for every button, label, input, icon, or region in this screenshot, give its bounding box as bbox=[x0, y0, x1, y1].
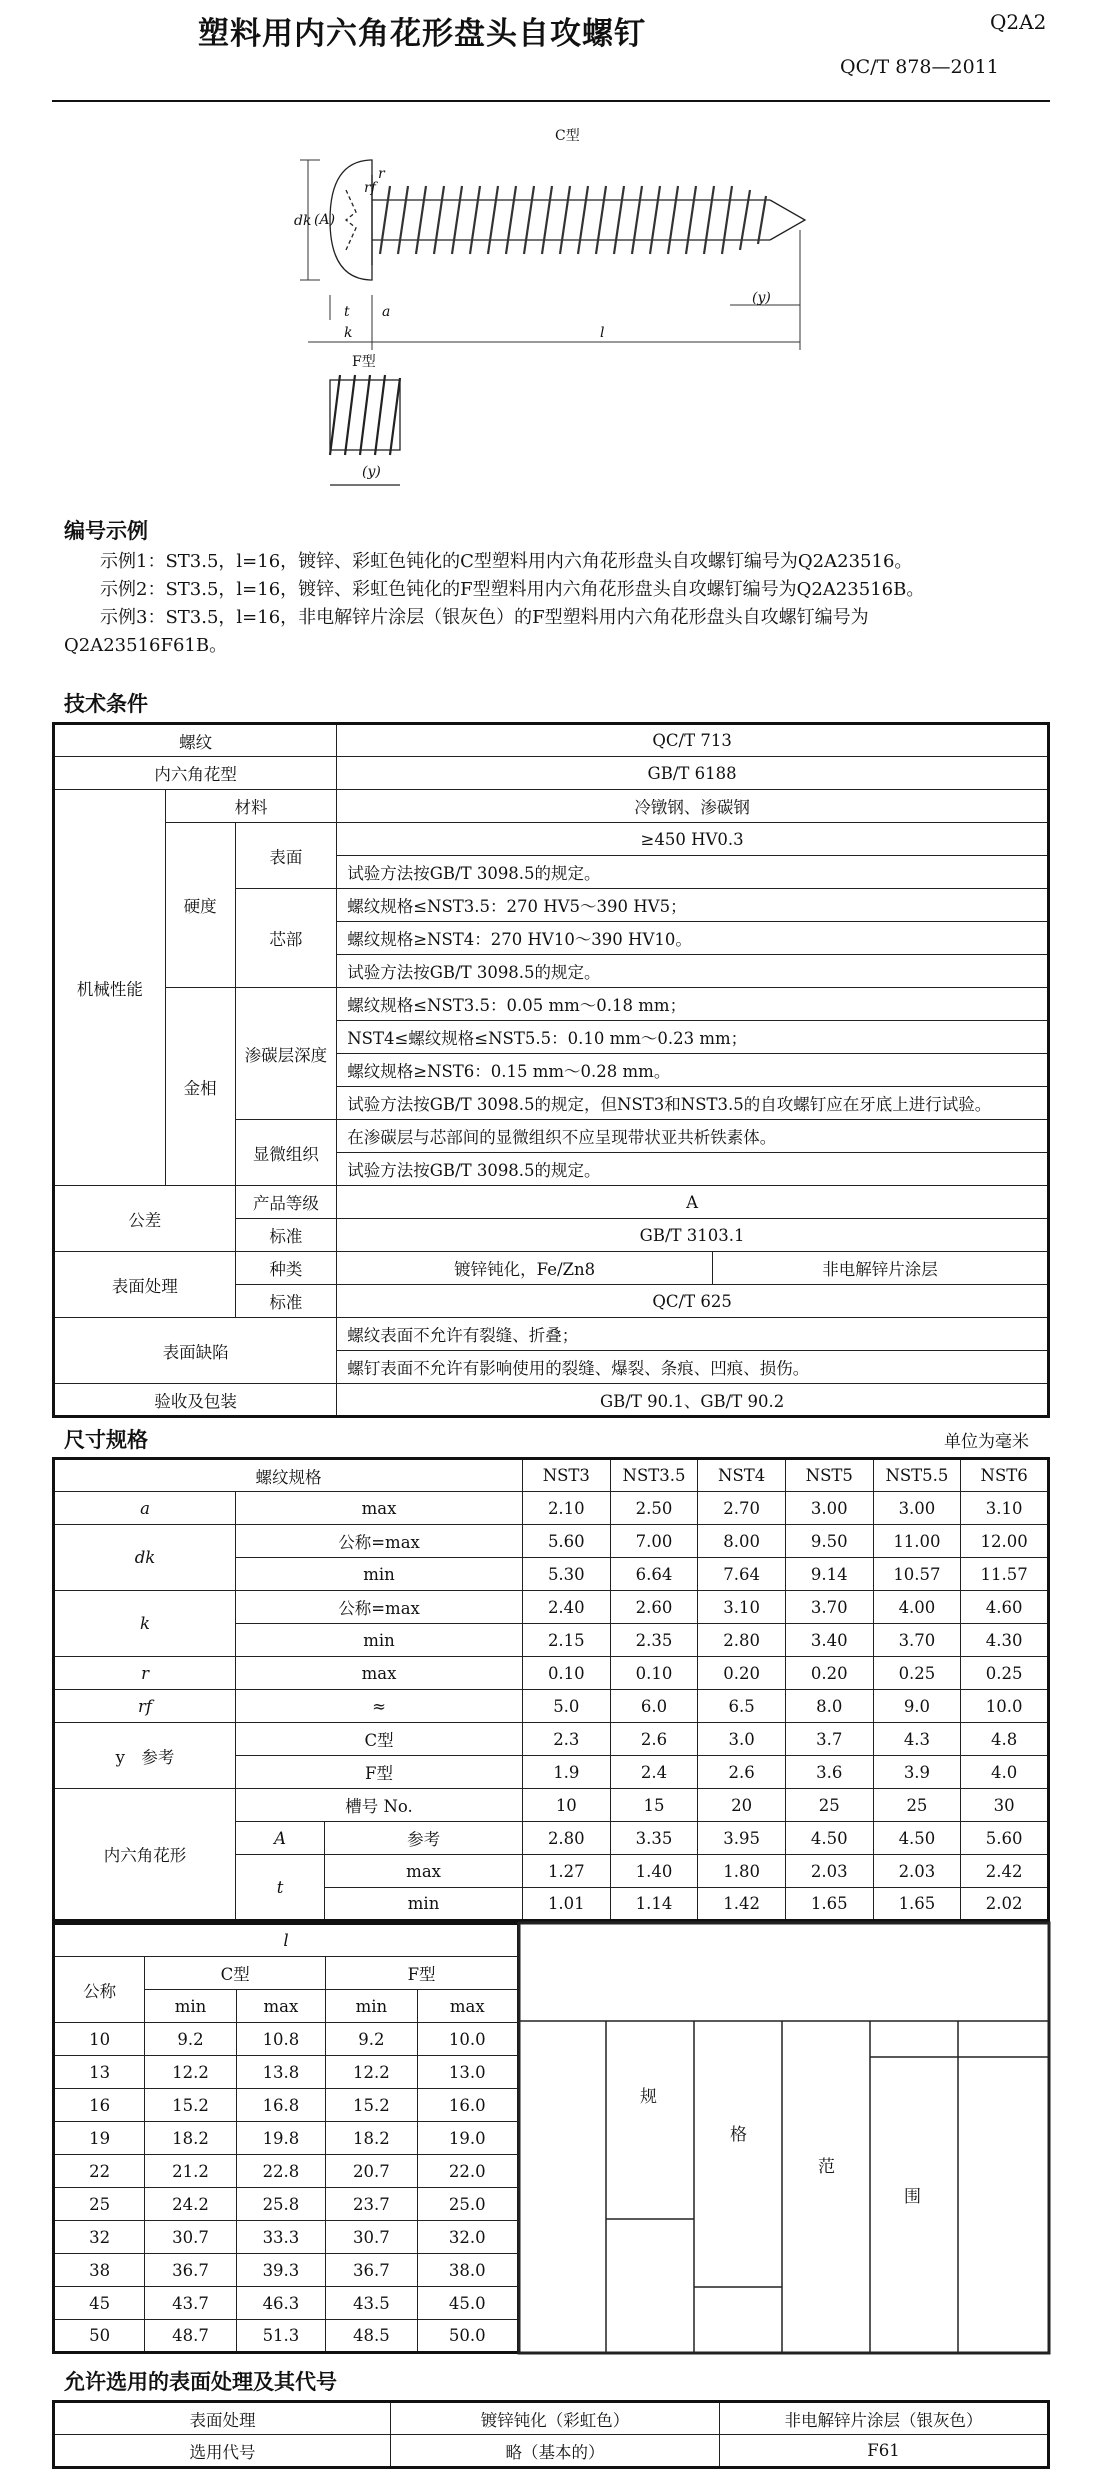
cell: 5.0 bbox=[523, 1690, 611, 1723]
tech-table bbox=[52, 722, 1050, 1418]
dim-y-f: (y) bbox=[362, 464, 381, 480]
dims-heading: 尺寸规格 bbox=[64, 1428, 148, 1452]
cell: 2.40 bbox=[523, 1591, 611, 1624]
unit-note: 单位为毫米 bbox=[944, 1432, 1029, 1452]
core-value-2: 螺纹规格≥NST4：270 HV10～390 HV10。 bbox=[337, 922, 1049, 955]
lbl-r: max bbox=[236, 1657, 523, 1690]
l-cell: 25.8 bbox=[236, 2188, 325, 2221]
col-header: NST3 bbox=[523, 1459, 611, 1492]
lbl-k-2: min bbox=[236, 1624, 523, 1657]
cell: 5.60 bbox=[961, 1822, 1049, 1855]
defect-value-2: 螺钉表面不允许有影响使用的裂缝、爆裂、条痕、凹痕、损伤。 bbox=[337, 1351, 1049, 1384]
l-min: min bbox=[145, 1990, 236, 2023]
lbl-dk-1: 公称=max bbox=[236, 1525, 523, 1558]
cell: 9.14 bbox=[785, 1558, 873, 1591]
col-header: NST4 bbox=[698, 1459, 786, 1492]
cell: 1.65 bbox=[785, 1888, 873, 1921]
cell: 3.95 bbox=[698, 1822, 786, 1855]
example-3-cont: Q2A23516F61B。 bbox=[64, 635, 228, 656]
fo-h2: 镀锌钝化（彩虹色） bbox=[390, 2402, 719, 2435]
sym-k: k bbox=[54, 1591, 236, 1657]
l-cell: 39.3 bbox=[236, 2254, 325, 2287]
cell: 2.42 bbox=[961, 1855, 1049, 1888]
l-cell: 10.8 bbox=[236, 2023, 325, 2056]
dim-l: l bbox=[600, 325, 605, 341]
l-cell: 25.0 bbox=[417, 2188, 518, 2221]
l-cell: 9.2 bbox=[326, 2023, 417, 2056]
example-3: 示例3：ST3.5，l=16，非电解锌片涂层（银灰色）的F型塑料用内六角花形盘头自攻螺钉编号为 bbox=[100, 607, 869, 628]
l-nominal: 22 bbox=[54, 2155, 145, 2188]
fo-r3: F61 bbox=[719, 2435, 1048, 2468]
cell: 2.4 bbox=[610, 1756, 698, 1789]
range-char-3: 范 bbox=[818, 2157, 835, 2177]
l-nom: 公称 bbox=[54, 1957, 145, 2023]
core-value-1: 螺纹规格≤NST3.5：270 HV5～390 HV5； bbox=[337, 889, 1049, 922]
l-cell: 22.8 bbox=[236, 2155, 325, 2188]
lbl-dk-2: min bbox=[236, 1558, 523, 1591]
sym-rf: rf bbox=[54, 1690, 236, 1723]
grade-value: A bbox=[337, 1186, 1049, 1219]
range-char-4: 围 bbox=[904, 2187, 921, 2207]
case-value-3: 螺纹规格≥NST6：0.15 mm～0.28 mm。 bbox=[337, 1054, 1049, 1087]
l-cell: 13.0 bbox=[417, 2056, 518, 2089]
cell: 9.50 bbox=[785, 1525, 873, 1558]
l-row bbox=[54, 2122, 519, 2155]
l-cell: 16.8 bbox=[236, 2089, 325, 2122]
sym-a: a bbox=[54, 1492, 236, 1525]
l-row bbox=[54, 2254, 519, 2287]
finish-opt-table bbox=[52, 2400, 1050, 2469]
sym-dk: dk bbox=[54, 1525, 236, 1591]
cell: 3.40 bbox=[785, 1624, 873, 1657]
cell: 6.5 bbox=[698, 1690, 786, 1723]
case-test: 试验方法按GB/T 3098.5的规定，但NST3和NST3.5的自攻螺钉应在牙底上进行试验。 bbox=[337, 1087, 1049, 1120]
surface-label: 表面 bbox=[235, 823, 337, 889]
cell: 2.70 bbox=[698, 1492, 786, 1525]
grade-label: 产品等级 bbox=[235, 1186, 337, 1219]
dim-y: (y) bbox=[752, 290, 771, 306]
cell: 2.80 bbox=[698, 1624, 786, 1657]
finish-std-label: 标准 bbox=[235, 1285, 337, 1318]
cell: 2.6 bbox=[610, 1723, 698, 1756]
l-row bbox=[54, 2287, 519, 2320]
l-row bbox=[54, 2023, 519, 2056]
cell: 0.10 bbox=[523, 1657, 611, 1690]
l-cell: 10.0 bbox=[417, 2023, 518, 2056]
cell: 7.64 bbox=[698, 1558, 786, 1591]
l-cell: 48.5 bbox=[326, 2320, 417, 2353]
l-cell: 19.0 bbox=[417, 2122, 518, 2155]
surface-value: ≥450 HV0.3 bbox=[337, 823, 1049, 856]
l-cell: 23.7 bbox=[326, 2188, 417, 2221]
lbl-hex-A: A bbox=[236, 1822, 325, 1855]
l-cell: 9.2 bbox=[145, 2023, 236, 2056]
l-row bbox=[54, 2320, 519, 2353]
l-cell: 22.0 bbox=[417, 2155, 518, 2188]
cell: 4.00 bbox=[873, 1591, 961, 1624]
cell: 2.03 bbox=[873, 1855, 961, 1888]
l-cell: 30.7 bbox=[145, 2221, 236, 2254]
dim-dk: dk bbox=[294, 213, 312, 229]
cell: 3.70 bbox=[873, 1624, 961, 1657]
lbl-hex-no: 槽号 No. bbox=[236, 1789, 523, 1822]
l-cell: 21.2 bbox=[145, 2155, 236, 2188]
header-rule bbox=[52, 100, 1050, 102]
l-min: min bbox=[326, 1990, 417, 2023]
cell: 3.00 bbox=[785, 1492, 873, 1525]
l-max: max bbox=[236, 1990, 325, 2023]
kind-value-1: 镀锌钝化，Fe/Zn8 bbox=[337, 1252, 713, 1285]
range-char-1: 规 bbox=[640, 2087, 657, 2107]
cell: 3.10 bbox=[698, 1591, 786, 1624]
fo-h3: 非电解锌片涂层（银灰色） bbox=[719, 2402, 1048, 2435]
length-table bbox=[52, 1922, 520, 2354]
lbl-hex-t: t bbox=[236, 1855, 325, 1921]
cell: 6.64 bbox=[610, 1558, 698, 1591]
f-type-label: F型 bbox=[352, 354, 376, 370]
fo-h1: 表面处理 bbox=[54, 2402, 391, 2435]
l-row bbox=[54, 2221, 519, 2254]
defect-label: 表面缺陷 bbox=[54, 1318, 337, 1384]
range-char-2: 格 bbox=[730, 2125, 747, 2145]
dim-a: a bbox=[382, 304, 391, 320]
examples-heading: 编号示例 bbox=[64, 519, 148, 543]
case-value-2: NST4≤螺纹规格≤NST5.5：0.10 mm～0.23 mm； bbox=[337, 1021, 1049, 1054]
cell: 3.0 bbox=[698, 1723, 786, 1756]
finish-std-value: QC/T 625 bbox=[337, 1285, 1049, 1318]
hardness-label: 硬度 bbox=[165, 823, 235, 988]
kind-label: 种类 bbox=[235, 1252, 337, 1285]
cell: 0.10 bbox=[610, 1657, 698, 1690]
c-type-label: C型 bbox=[555, 128, 580, 144]
cell: 4.60 bbox=[961, 1591, 1049, 1624]
page-title: 塑料用内六角花形盘头自攻螺钉 bbox=[198, 16, 646, 52]
material-value: 冷镦钢、渗碳钢 bbox=[337, 790, 1049, 823]
cell: 3.00 bbox=[873, 1492, 961, 1525]
l-cell: 18.2 bbox=[326, 2122, 417, 2155]
mech-label: 机械性能 bbox=[54, 790, 166, 1186]
cell: 5.60 bbox=[523, 1525, 611, 1558]
l-cell: 20.7 bbox=[326, 2155, 417, 2188]
finish-opt-heading: 允许选用的表面处理及其代号 bbox=[64, 2370, 337, 2394]
tech-heading: 技术条件 bbox=[64, 692, 148, 716]
cell: 3.6 bbox=[785, 1756, 873, 1789]
thread-lines bbox=[380, 186, 766, 254]
cell: 3.35 bbox=[610, 1822, 698, 1855]
cell: 11.57 bbox=[961, 1558, 1049, 1591]
l-max: max bbox=[417, 1990, 518, 2023]
l-cell: 36.7 bbox=[326, 2254, 417, 2287]
l-nominal: 10 bbox=[54, 2023, 145, 2056]
cell: 2.80 bbox=[523, 1822, 611, 1855]
cell: 5.30 bbox=[523, 1558, 611, 1591]
cell: 1.65 bbox=[873, 1888, 961, 1921]
example-2: 示例2：ST3.5，l=16，镀锌、彩虹色钝化的F型塑料用内六角花形盘头自攻螺钉编号为Q2A23516B。 bbox=[100, 579, 925, 600]
sym-y: y 参考 bbox=[54, 1723, 236, 1789]
col-header: NST5 bbox=[785, 1459, 873, 1492]
l-cell: 15.2 bbox=[145, 2089, 236, 2122]
l-row bbox=[54, 2155, 519, 2188]
l-cell: 48.7 bbox=[145, 2320, 236, 2353]
l-cell: 51.3 bbox=[236, 2320, 325, 2353]
cell: 25 bbox=[873, 1789, 961, 1822]
l-cell: 36.7 bbox=[145, 2254, 236, 2287]
standard-number: QC/T 878—2011 bbox=[840, 56, 999, 78]
lbl-k-1: 公称=max bbox=[236, 1591, 523, 1624]
l-cell: 24.2 bbox=[145, 2188, 236, 2221]
l-f: F型 bbox=[326, 1957, 519, 1990]
metallo-label: 金相 bbox=[165, 988, 235, 1186]
defect-value-1: 螺纹表面不允许有裂缝、折叠； bbox=[337, 1318, 1049, 1351]
case-depth-label: 渗碳层深度 bbox=[235, 988, 337, 1120]
cell: 8.00 bbox=[698, 1525, 786, 1558]
cell: 30 bbox=[961, 1789, 1049, 1822]
cell: 10.57 bbox=[873, 1558, 961, 1591]
l-cell: 13.8 bbox=[236, 2056, 325, 2089]
cell: 1.80 bbox=[698, 1855, 786, 1888]
lbl-y-1: C型 bbox=[236, 1723, 523, 1756]
cell: 3.10 bbox=[961, 1492, 1049, 1525]
l-cell: 32.0 bbox=[417, 2221, 518, 2254]
l-cell: 50.0 bbox=[417, 2320, 518, 2353]
l-cell: 38.0 bbox=[417, 2254, 518, 2287]
cell: 2.15 bbox=[523, 1624, 611, 1657]
l-row bbox=[54, 2188, 519, 2221]
cell: 2.02 bbox=[961, 1888, 1049, 1921]
cell: 4.30 bbox=[961, 1624, 1049, 1657]
accept-value: GB/T 90.1、GB/T 90.2 bbox=[337, 1384, 1049, 1417]
lbl-hex-tmax: max bbox=[325, 1855, 523, 1888]
cell: 3.70 bbox=[785, 1591, 873, 1624]
l-cell: 16.0 bbox=[417, 2089, 518, 2122]
micro-test: 试验方法按GB/T 3098.5的规定。 bbox=[337, 1153, 1049, 1186]
cell: 1.01 bbox=[523, 1888, 611, 1921]
example-1: 示例1：ST3.5，l=16，镀锌、彩虹色钝化的C型塑料用内六角花形盘头自攻螺钉编号为Q2A23516。 bbox=[100, 551, 913, 572]
core-test: 试验方法按GB/T 3098.5的规定。 bbox=[337, 955, 1049, 988]
cell: 1.42 bbox=[698, 1888, 786, 1921]
cell: 9.0 bbox=[873, 1690, 961, 1723]
cell: 15 bbox=[610, 1789, 698, 1822]
cell: 2.3 bbox=[523, 1723, 611, 1756]
cell: 12.00 bbox=[961, 1525, 1049, 1558]
l-cell: 15.2 bbox=[326, 2089, 417, 2122]
l-row bbox=[54, 2056, 519, 2089]
lbl-y-2: F型 bbox=[236, 1756, 523, 1789]
l-nominal: 16 bbox=[54, 2089, 145, 2122]
l-cell: 18.2 bbox=[145, 2122, 236, 2155]
cell: 20 bbox=[698, 1789, 786, 1822]
tolerance-label: 公差 bbox=[54, 1186, 236, 1252]
col-header: NST3.5 bbox=[610, 1459, 698, 1492]
material-label: 材料 bbox=[165, 790, 337, 823]
cell: 1.40 bbox=[610, 1855, 698, 1888]
screw-drawing bbox=[294, 120, 800, 500]
l-cell: 43.5 bbox=[326, 2287, 417, 2320]
l-nominal: 25 bbox=[54, 2188, 145, 2221]
cell: 10.0 bbox=[961, 1690, 1049, 1723]
lbl-a: max bbox=[236, 1492, 523, 1525]
cell: 2.03 bbox=[785, 1855, 873, 1888]
cell: 4.3 bbox=[873, 1723, 961, 1756]
l-cell: 30.7 bbox=[326, 2221, 417, 2254]
cell: 0.20 bbox=[698, 1657, 786, 1690]
accept-label: 验收及包装 bbox=[54, 1384, 337, 1417]
l-cell: 19.8 bbox=[236, 2122, 325, 2155]
dim-k: k bbox=[344, 325, 353, 341]
cell: 2.10 bbox=[523, 1492, 611, 1525]
micro-label: 显微组织 bbox=[235, 1120, 337, 1186]
l-c: C型 bbox=[145, 1957, 326, 1990]
tol-std-label: 标准 bbox=[235, 1219, 337, 1252]
lbl-rf: ≈ bbox=[236, 1690, 523, 1723]
cell: 0.25 bbox=[961, 1657, 1049, 1690]
cell: 3.7 bbox=[785, 1723, 873, 1756]
lbl-hex-Aref: 参考 bbox=[325, 1822, 523, 1855]
lbl-hex-tmin: min bbox=[325, 1888, 523, 1921]
l-cell: 46.3 bbox=[236, 2287, 325, 2320]
l-nominal: 13 bbox=[54, 2056, 145, 2089]
l-cell: 12.2 bbox=[326, 2056, 417, 2089]
screw-head bbox=[330, 160, 372, 280]
cell: 1.9 bbox=[523, 1756, 611, 1789]
l-cell: 12.2 bbox=[145, 2056, 236, 2089]
cell: 2.50 bbox=[610, 1492, 698, 1525]
case-value-1: 螺纹规格≤NST3.5：0.05 mm～0.18 mm； bbox=[337, 988, 1049, 1021]
l-nominal: 32 bbox=[54, 2221, 145, 2254]
col-header: NST5.5 bbox=[873, 1459, 961, 1492]
l-row bbox=[54, 2089, 519, 2122]
col-header: NST6 bbox=[961, 1459, 1049, 1492]
l-nominal: 50 bbox=[54, 2320, 145, 2353]
row-thread-value: QC/T 713 bbox=[337, 724, 1049, 757]
row-hex-value: GB/T 6188 bbox=[337, 757, 1049, 790]
cell: 7.00 bbox=[610, 1525, 698, 1558]
l-nominal: 38 bbox=[54, 2254, 145, 2287]
cell: 1.14 bbox=[610, 1888, 698, 1921]
finish-label: 表面处理 bbox=[54, 1252, 236, 1318]
l-cell: 33.3 bbox=[236, 2221, 325, 2254]
l-cell: 45.0 bbox=[417, 2287, 518, 2320]
spec-header: 螺纹规格 bbox=[54, 1459, 523, 1492]
fo-r2: 略（基本的） bbox=[390, 2435, 719, 2468]
cell: 25 bbox=[785, 1789, 873, 1822]
doc-code: Q2A2 bbox=[990, 10, 1047, 34]
micro-value: 在渗碳层与芯部间的显微组织不应呈现带状亚共析铁素体。 bbox=[337, 1120, 1049, 1153]
l-nominal: 45 bbox=[54, 2287, 145, 2320]
row-thread-label: 螺纹 bbox=[54, 724, 337, 757]
cell: 2.6 bbox=[698, 1756, 786, 1789]
dim-rf: rf bbox=[364, 180, 376, 196]
cell: 3.9 bbox=[873, 1756, 961, 1789]
l-header: l bbox=[54, 1924, 519, 1957]
dim-r: r bbox=[378, 166, 385, 182]
kind-value-2: 非电解锌片涂层 bbox=[713, 1252, 1049, 1285]
cell: 4.0 bbox=[961, 1756, 1049, 1789]
core-label: 芯部 bbox=[235, 889, 337, 988]
dims-table bbox=[52, 1457, 1050, 1922]
cell: 0.20 bbox=[785, 1657, 873, 1690]
row-hex-label: 内六角花型 bbox=[54, 757, 337, 790]
l-cell: 43.7 bbox=[145, 2287, 236, 2320]
cell: 1.27 bbox=[523, 1855, 611, 1888]
sym-r: r bbox=[54, 1657, 236, 1690]
cell: 2.60 bbox=[610, 1591, 698, 1624]
sym-hex: 内六角花形 bbox=[54, 1789, 236, 1921]
cell: 4.8 bbox=[961, 1723, 1049, 1756]
dim-t: t bbox=[344, 304, 350, 320]
cell: 8.0 bbox=[785, 1690, 873, 1723]
cell: 2.35 bbox=[610, 1624, 698, 1657]
l-nominal: 19 bbox=[54, 2122, 145, 2155]
cell: 0.25 bbox=[873, 1657, 961, 1690]
cell: 11.00 bbox=[873, 1525, 961, 1558]
cell: 4.50 bbox=[873, 1822, 961, 1855]
dim-a-ref: (A) bbox=[314, 212, 336, 228]
tol-std-value: GB/T 3103.1 bbox=[337, 1219, 1049, 1252]
range-diagram bbox=[518, 1922, 1050, 2354]
surface-test: 试验方法按GB/T 3098.5的规定。 bbox=[337, 856, 1049, 889]
fo-r1: 选用代号 bbox=[54, 2435, 391, 2468]
cell: 4.50 bbox=[785, 1822, 873, 1855]
cell: 6.0 bbox=[610, 1690, 698, 1723]
cell: 10 bbox=[523, 1789, 611, 1822]
